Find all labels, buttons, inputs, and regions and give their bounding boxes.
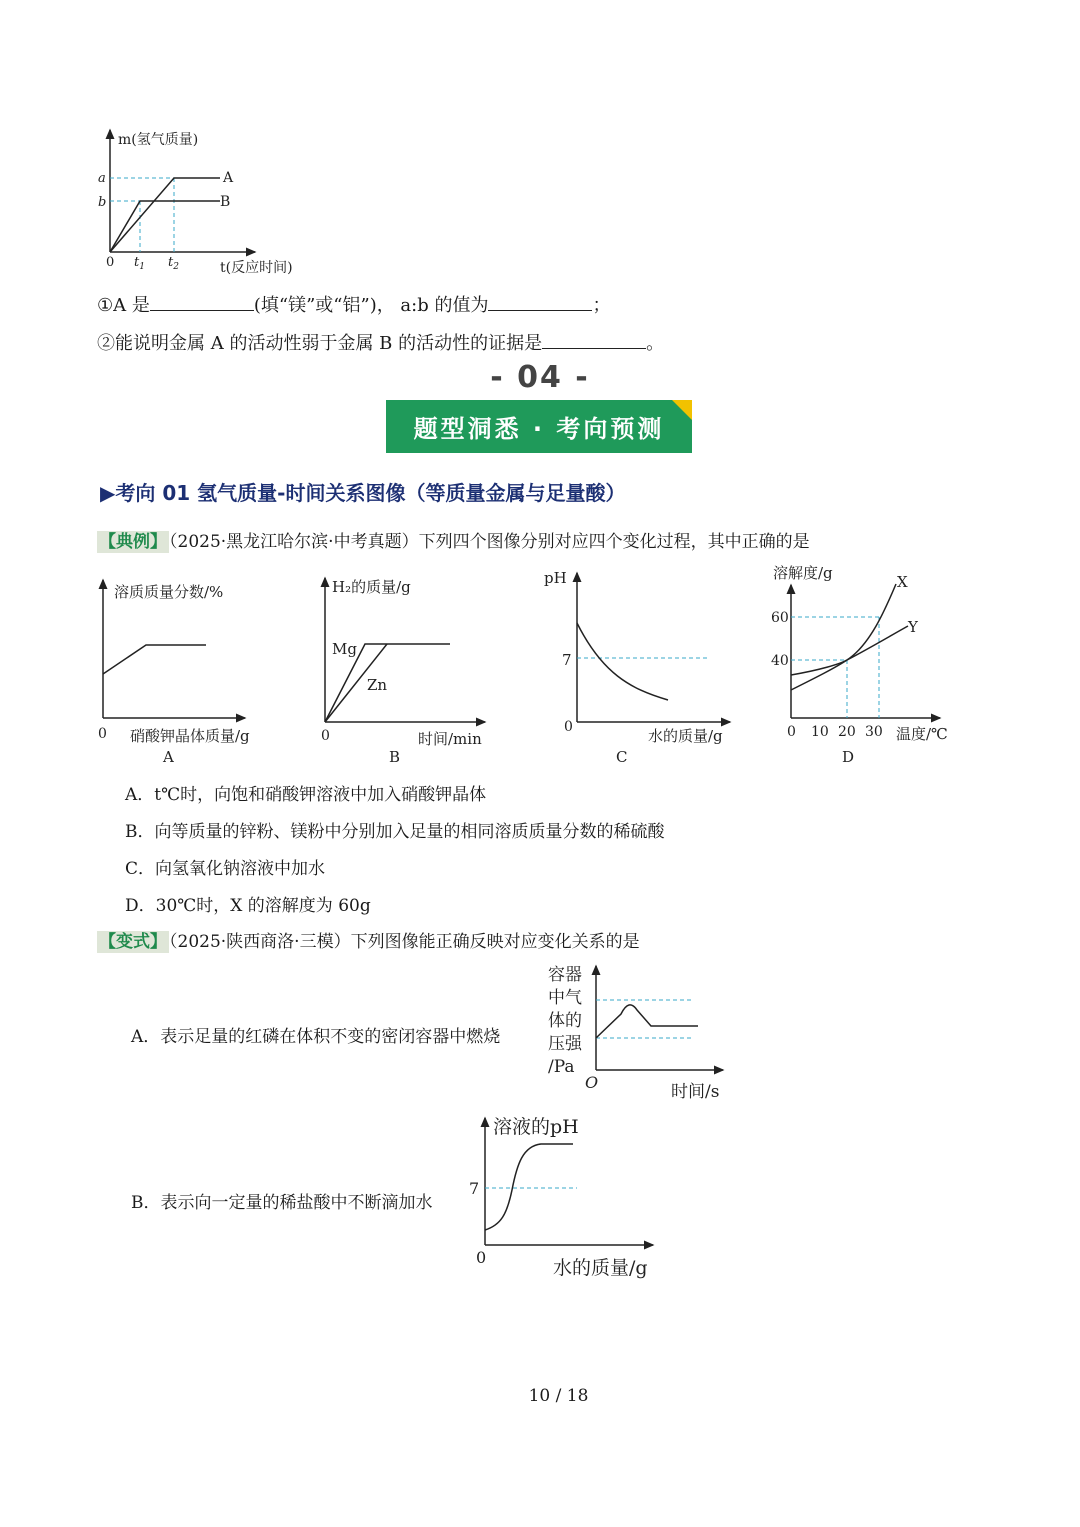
q1-blank-1[interactable] [150, 292, 254, 311]
y-axis-label: pH [544, 569, 567, 587]
origin-label: 0 [321, 728, 330, 744]
x-axis-label: 水的质量/g [553, 1257, 648, 1279]
caption: A [163, 748, 174, 766]
y-tick-b: b [98, 195, 107, 210]
series-y-curve [791, 626, 908, 690]
y-axis-label: H₂的质量/g [332, 578, 411, 596]
y-tick-60: 60 [771, 610, 789, 626]
variant-option-a: A．表示足量的红磷在体积不变的密闭容器中燃烧 [131, 1027, 501, 1047]
variant-chart-b [465, 1110, 665, 1285]
series-line [103, 645, 206, 674]
section-banner [386, 400, 692, 453]
x-axis-label: 硝酸钾晶体质量/g [130, 727, 250, 745]
series-x-label: X [897, 573, 908, 591]
origin-label: 0 [476, 1248, 487, 1267]
y-axis-label: m(氢气质量) [118, 132, 199, 148]
example-stem-text: （2025·黑龙江哈尔滨·中考真题）下列四个图像分别对应四个变化过程，其中正确的是 [169, 532, 810, 552]
question-2 [97, 329, 664, 355]
x-axis-label: 时间/s [671, 1082, 720, 1102]
origin-label: 0 [564, 719, 573, 735]
x-tick-t2: $t_2$ [168, 255, 179, 272]
y-label-line-2: 中气 [548, 988, 582, 1008]
q2-blank[interactable] [542, 330, 646, 349]
x-tick-30: 30 [865, 724, 883, 740]
pressure-curve [596, 1005, 698, 1038]
series-a-line [110, 178, 220, 252]
series-b-line [110, 201, 220, 252]
y-axis-label: 溶解度/g [773, 564, 833, 582]
series-y-label: Y [908, 618, 918, 636]
x-axis-label: 水的质量/g [648, 727, 723, 745]
variant-chart-a [545, 960, 730, 1105]
y-tick-40: 40 [771, 653, 789, 669]
series-zn-label: Zn [367, 676, 388, 694]
tick-7: 7 [469, 1179, 480, 1198]
page-number: 10 / 18 [528, 1386, 589, 1406]
origin-label: 0 [787, 724, 796, 740]
section-number: - 04 - [490, 360, 590, 395]
x-tick-t1: $t_1$ [134, 255, 145, 272]
caption: C [616, 748, 628, 766]
example-chart-d [760, 560, 960, 767]
x-tick-10: 10 [811, 724, 829, 740]
ph-curve [485, 1144, 573, 1230]
example-chart-b [315, 572, 495, 767]
y-label-line-5: /Pa [548, 1057, 575, 1077]
question-1 [97, 291, 610, 317]
caption: B [389, 748, 401, 766]
series-mg-label: Mg [332, 640, 357, 658]
y-axis-label: 溶质质量分数/% [114, 583, 224, 601]
q1-blank-2[interactable] [488, 292, 592, 311]
y-label-line-4: 压强 [548, 1034, 582, 1054]
tick-7: 7 [562, 651, 572, 669]
y-label-line-3: 体的 [548, 1011, 582, 1031]
y-tick-a: a [98, 171, 106, 186]
variant-stem [97, 927, 640, 952]
example-option-c: C．向氢氧化钠溶液中加水 [125, 859, 326, 879]
origin-label: 0 [106, 255, 115, 270]
topic-heading: ▶考向 01 氢气质量-时间关系图像（等质量金属与足量酸） [100, 481, 626, 505]
banner-corner-decoration [672, 400, 692, 420]
example-option-b: B．向等质量的锌粉、镁粉中分别加入足量的相同溶质质量分数的稀硫酸 [125, 822, 665, 842]
x-tick-20: 20 [838, 724, 856, 740]
q1-text-1: ①A 是 [97, 295, 150, 316]
example-chart-c [540, 565, 740, 767]
hydrogen-mass-time-chart [90, 120, 320, 285]
example-chart-a [90, 572, 290, 767]
section-banner-text: 题型洞悉 · 考向预测 [413, 415, 665, 443]
series-curve [577, 623, 668, 700]
y-label-line-1: 容器 [548, 965, 582, 985]
caption: D [842, 748, 855, 766]
y-axis-label: 溶液的pH [493, 1116, 579, 1138]
x-axis-label: t(反应时间) [220, 260, 293, 276]
origin-label: 0 [98, 726, 107, 742]
example-option-d: D．30℃时，X 的溶解度为 60g [125, 896, 371, 916]
variant-option-b: B．表示向一定量的稀盐酸中不断滴加水 [131, 1193, 433, 1213]
origin-label: O [585, 1073, 599, 1092]
q1-text-3: ； [592, 295, 611, 316]
q2-text-1: ②能说明金属 A 的活动性弱于金属 B 的活动性的证据是 [97, 333, 543, 354]
q2-text-2: 。 [646, 333, 665, 354]
q1-text-2: (填“镁”或“铝”)， a:b 的值为 [253, 295, 489, 316]
variant-tag: 【变式】 [99, 932, 167, 952]
series-b-label: B [220, 194, 231, 210]
series-a-label: A [223, 170, 234, 186]
x-axis-label: 温度/℃ [896, 725, 948, 743]
example-tag: 【典例】 [99, 532, 167, 552]
example-stem [97, 527, 810, 552]
variant-stem-text: （2025·陕西商洛·三模）下列图像能正确反映对应变化关系的是 [169, 932, 640, 952]
x-axis-label: 时间/min [418, 730, 482, 748]
example-option-a: A．t℃时，向饱和硝酸钾溶液中加入硝酸钾晶体 [125, 785, 487, 805]
